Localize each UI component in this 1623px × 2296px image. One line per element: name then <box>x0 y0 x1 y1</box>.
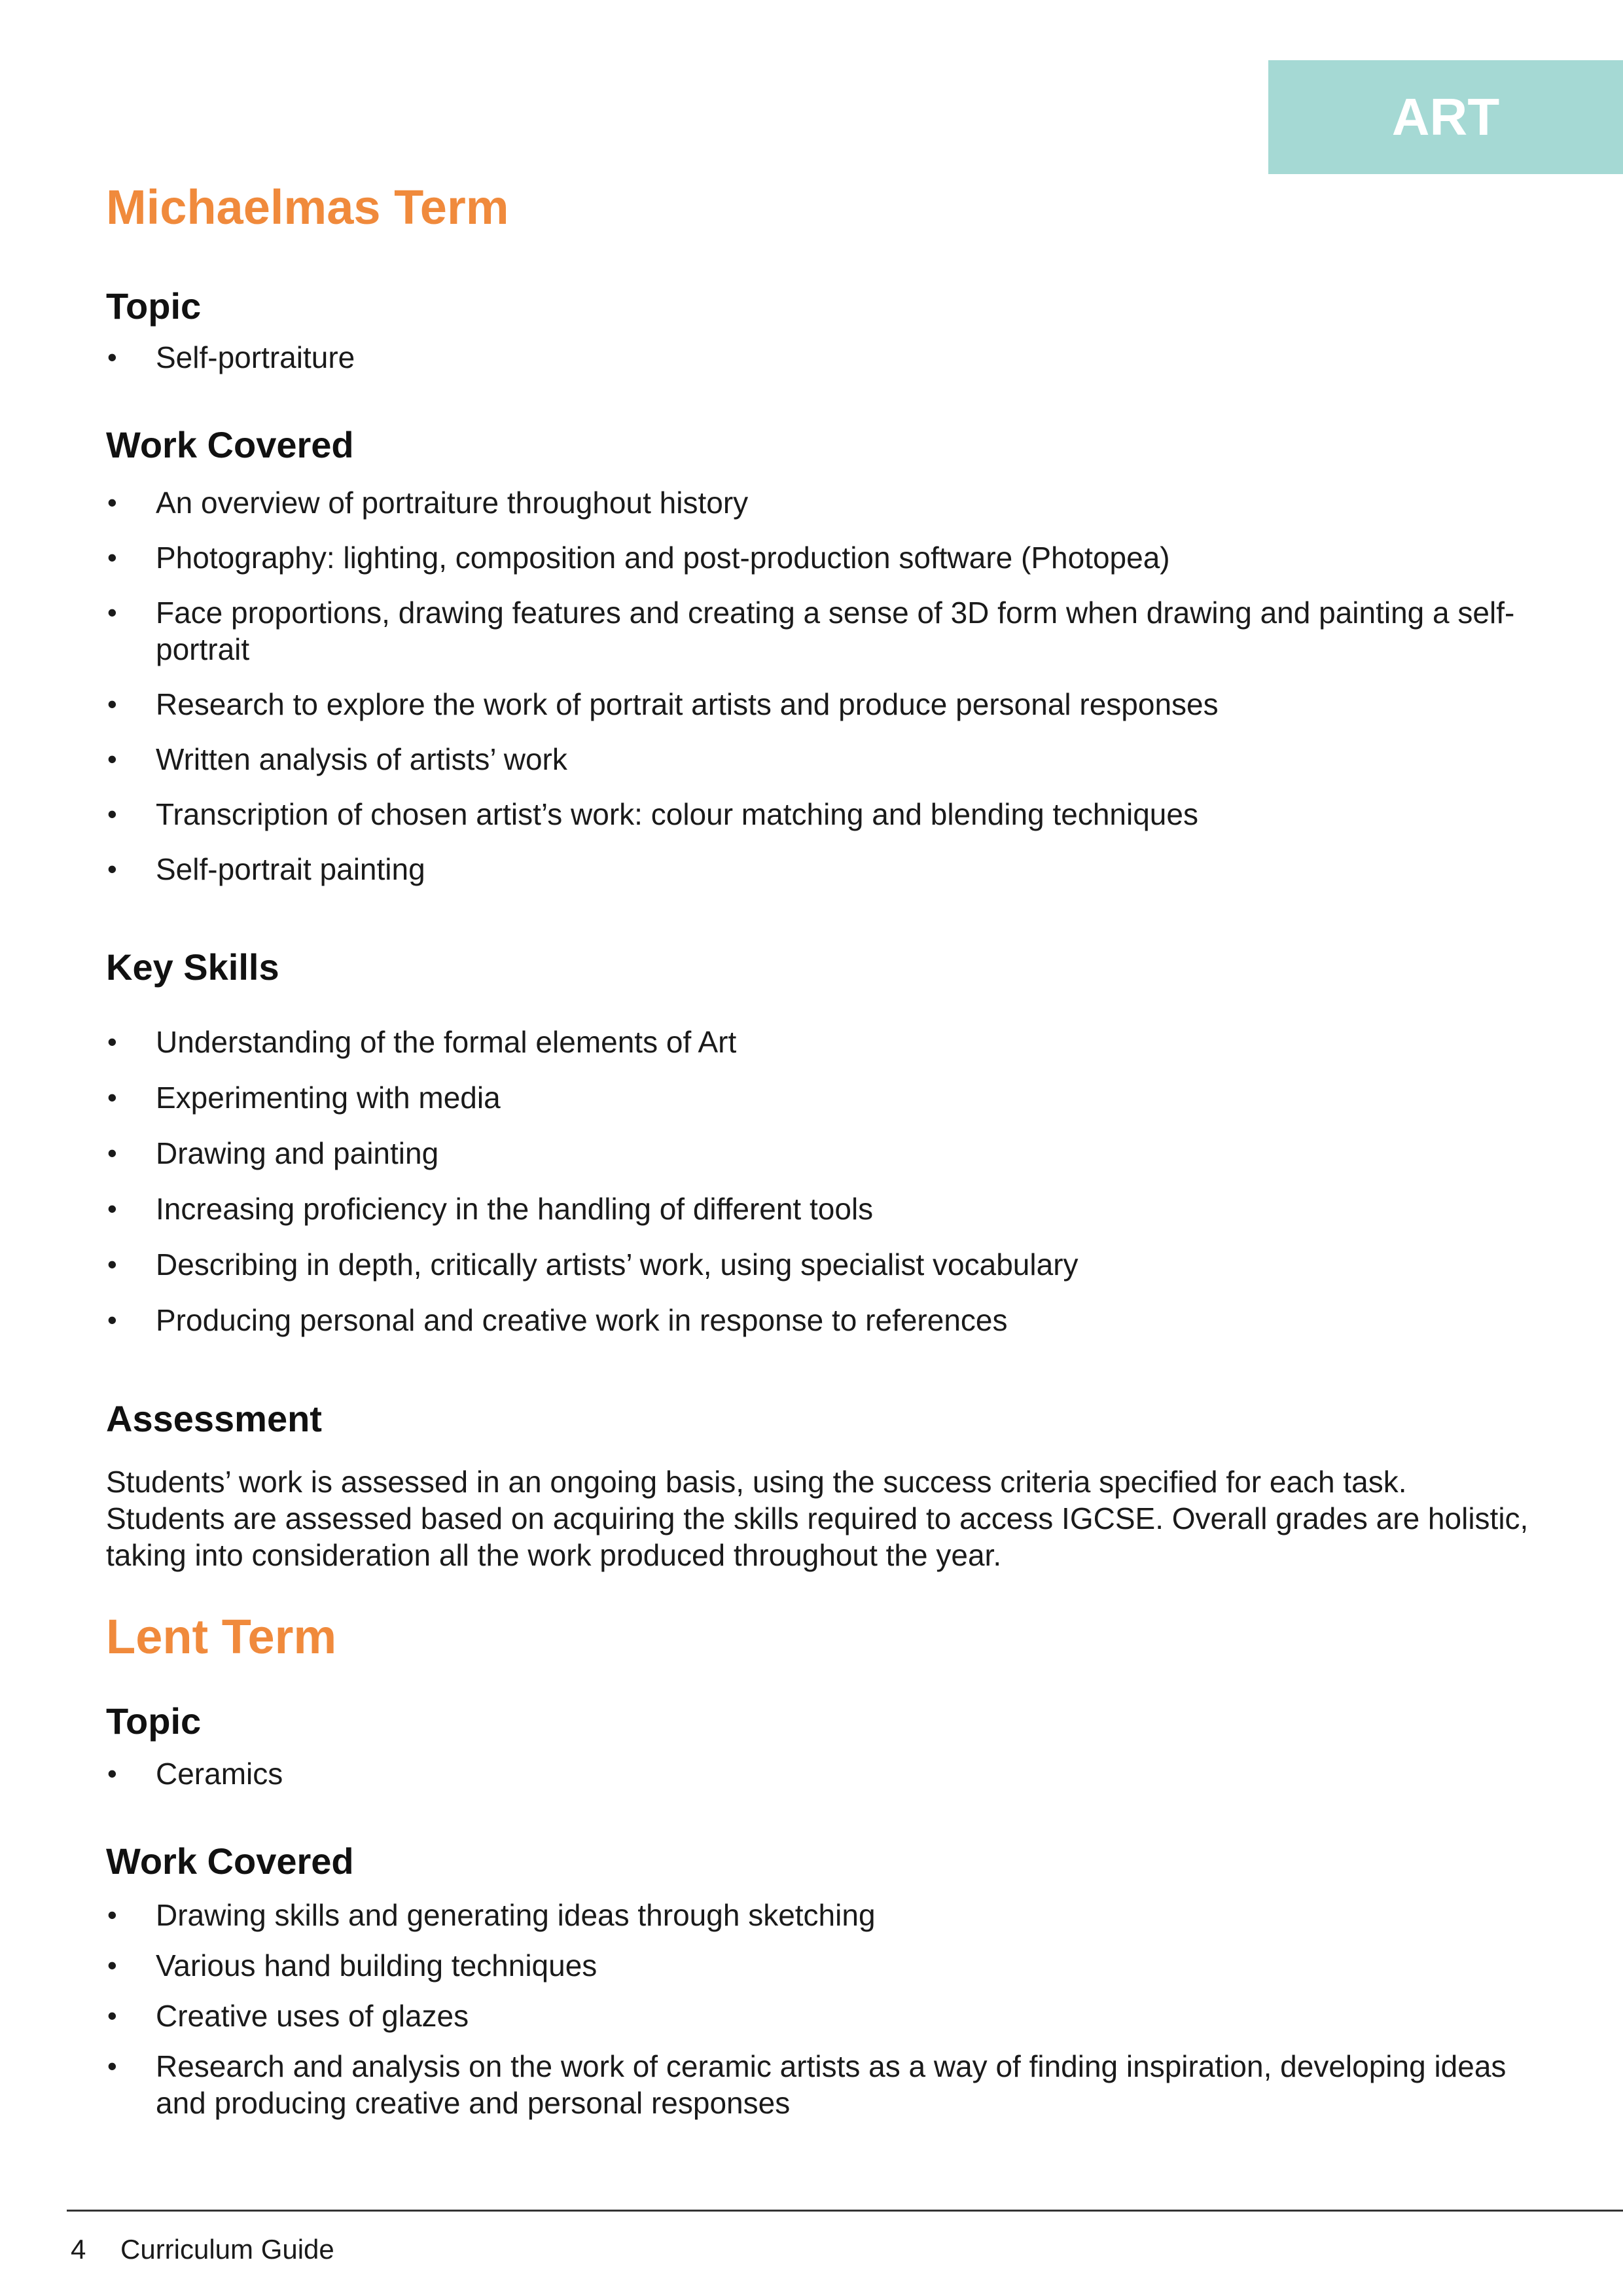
list-item: • Various hand building techniques <box>106 1947 1533 1984</box>
page-footer <box>71 2233 334 2266</box>
list-item: • Experimenting with media <box>106 1079 1533 1116</box>
list-item: • Drawing and painting <box>106 1135 1533 1172</box>
michaelmas-topic-heading: Topic <box>106 285 202 327</box>
lent-work-list <box>106 1897 1533 2121</box>
michaelmas-topic-list <box>106 339 1533 376</box>
lent-topic-heading: Topic <box>106 1700 202 1742</box>
list-item: • Ceramics <box>106 1755 1533 1792</box>
michaelmas-skills-heading: Key Skills <box>106 946 279 988</box>
list-item: • Creative uses of glazes <box>106 1998 1533 2034</box>
list-item: • Photography: lighting, composition and post-production software (Photopea) <box>106 539 1533 576</box>
michaelmas-skills-list <box>106 1024 1533 1338</box>
michaelmas-assessment-text: Students’ work is assessed in an ongoing basis, using the success criteria specified for each task. Students are assessed based on acquiring the skills required to access IGCSE. Overall grades are holistic, taking into consideration all the work produced throughout the year. <box>106 1465 1529 1572</box>
list-item: • Describing in depth, critically artists’ work, using specialist vocabulary <box>106 1246 1533 1283</box>
michaelmas-assessment-heading: Assessment <box>106 1398 322 1439</box>
page-number: 4 <box>71 2234 86 2265</box>
subject-tab-label: ART <box>1391 88 1500 146</box>
michaelmas-work-heading: Work Covered <box>106 424 354 465</box>
list-item: • Face proportions, drawing features and creating a sense of 3D form when drawing and painting a self-portrait <box>106 594 1533 668</box>
lent-work-heading: Work Covered <box>106 1840 354 1882</box>
subject-tab <box>1268 60 1623 174</box>
list-item: • Transcription of chosen artist’s work: colour matching and blending techniques <box>106 796 1533 833</box>
guide-title: Curriculum Guide <box>120 2234 334 2265</box>
michaelmas-term-title: Michaelmas Term <box>106 180 509 234</box>
list-item: • Drawing skills and generating ideas through sketching <box>106 1897 1533 1933</box>
list-item: • Research to explore the work of portrait artists and produce personal responses <box>106 686 1533 723</box>
michaelmas-work-list <box>106 484 1533 888</box>
list-item: • Producing personal and creative work in response to references <box>106 1302 1533 1338</box>
list-item: • Written analysis of artists’ work <box>106 741 1533 778</box>
list-item: • An overview of portraiture throughout history <box>106 484 1533 521</box>
list-item: • Self-portrait painting <box>106 851 1533 888</box>
list-item: • Increasing proficiency in the handling of different tools <box>106 1191 1533 1227</box>
list-item: • Research and analysis on the work of ceramic artists as a way of finding inspiration, developing ideas and producing creative and personal responses <box>106 2048 1533 2121</box>
list-item: • Self-portraiture <box>106 339 1533 376</box>
lent-term-title: Lent Term <box>106 1609 337 1664</box>
list-item: • Understanding of the formal elements of Art <box>106 1024 1533 1060</box>
lent-topic-list <box>106 1755 1533 1792</box>
footer-divider <box>67 2210 1623 2212</box>
